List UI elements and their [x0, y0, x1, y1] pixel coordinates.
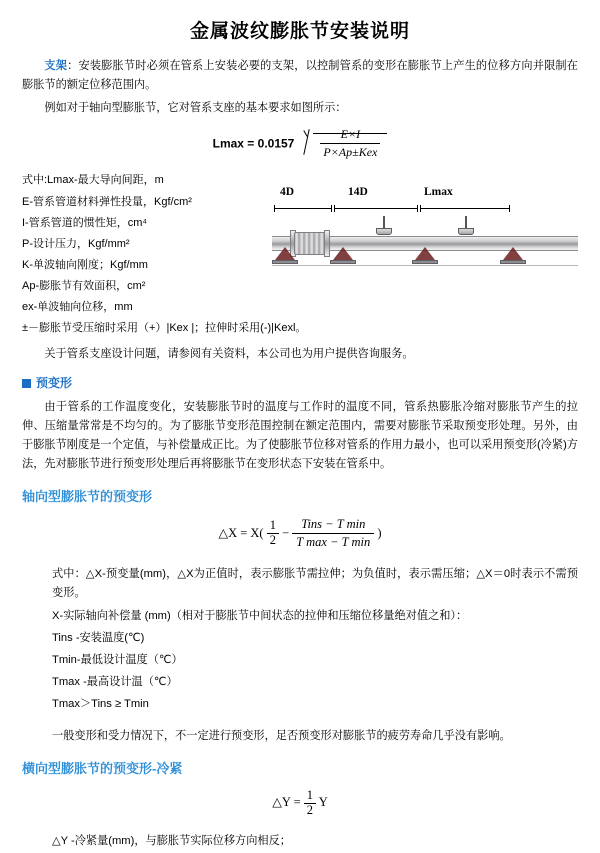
- definition-item: P-设计压力，Kgf/mm²: [22, 237, 130, 250]
- definition-item: I-管系管道的惯性矩，cm⁴: [22, 216, 148, 229]
- axial-fraction-numerator: Tins − T min: [292, 517, 374, 535]
- axial-item: Tmax＞Tins ≥ Tmin: [52, 697, 149, 710]
- lateral-predeform-heading: 横向型膨胀节的预变形-冷紧: [22, 760, 183, 776]
- lmax-formula: [22, 127, 578, 160]
- pipe-support-figure: [272, 170, 578, 284]
- axial-equation-lhs: △X = X(: [218, 525, 264, 540]
- document-body: [0, 57, 600, 853]
- predeform-paragraph-1: 由于管系的工作温度变化，安装膨胀节时的温度与工作时的温度不同，管系热膨胀冷缩对膨胀节产生的拉伸、压缩量常常是不均匀的。为了膨胀节变形范围控制在额定范围内，需要对膨胀节采取预变形处理。另外，由于膨胀节刚度是一个定值，与补偿量成正比。为了使膨胀节位移对管系的作用力最小，也可以采用预变形(冷紧)方法，先对膨胀节进行预变形处理后再将膨胀节在变形状态下安装在管系中。: [22, 401, 578, 470]
- document-page: [0, 16, 600, 848]
- support-heading: 支架: [44, 60, 68, 72]
- axial-item: Tmin-最低设计温度（℃）: [52, 654, 183, 667]
- axial-note-2: 一般变形和受力情况下，不一定进行预变形，足否预变形对膨胀节的疲劳寿命几乎没有影响。: [52, 729, 511, 742]
- support-triangle-icon: [415, 247, 435, 260]
- axial-fraction-denominator: T max − T min: [296, 535, 371, 550]
- half-numerator: 1: [304, 789, 316, 804]
- axial-equation: [22, 517, 578, 551]
- lmax-numerator: E×I: [320, 127, 380, 144]
- dimension-line-lmax: [420, 208, 510, 209]
- hanger-clamp-icon: [376, 228, 392, 235]
- figure-dimension-labels: [272, 186, 578, 202]
- lateral-equation: [22, 789, 578, 818]
- definition-item: E-管系管道材料弹性投量，Kgf/cm²: [22, 195, 192, 208]
- support-base-icon: [412, 260, 438, 264]
- lmax-formula-lhs: Lmax = 0.0157: [212, 136, 295, 151]
- definition-item: 式中:Lmax-最大导向间距，m: [22, 174, 164, 187]
- support-section-intro: 支架：安装膨胀节时必须在管系上安装必要的支架，以控制管系的变形在膨胀节上产生的位移方向并限制在膨胀节的额定位移范围内。: [22, 60, 578, 91]
- dimension-line-4d: [274, 208, 332, 209]
- support-triangle-icon: [333, 247, 353, 260]
- predeform-heading: 预变形: [36, 376, 73, 391]
- anchor-support-2: [330, 247, 356, 266]
- axial-equation-fraction: [292, 517, 374, 551]
- definition-item: Ap-膨胀节有效面积，cm²: [22, 279, 146, 292]
- half-denominator: 2: [306, 802, 314, 817]
- anchor-support-1: [272, 247, 298, 266]
- ground-line: [272, 265, 578, 266]
- lateral-equation-lhs: △Y =: [272, 795, 301, 809]
- axial-equation-minus: −: [282, 525, 290, 540]
- lmax-fraction: [320, 127, 380, 160]
- support-base-icon: [272, 260, 298, 264]
- axial-equation-half: [267, 519, 279, 548]
- definition-item: ex-单波轴向位移，mm: [22, 301, 133, 314]
- half-denominator: 2: [269, 533, 276, 548]
- blue-square-bullet-icon: [22, 379, 31, 388]
- definitions-and-figure: [22, 170, 578, 339]
- hanger-clamp-icon: [458, 228, 474, 235]
- support-design-note: 关于管系支座设计问题，请参阅有关资料，本公司也为用户提供咨询服务。: [44, 348, 414, 361]
- axial-item: Tins -安装温度(℃): [52, 632, 145, 645]
- support-base-icon: [330, 260, 356, 264]
- definition-item: K-单波轴向刚度；Kgf/mm: [22, 258, 148, 271]
- figure-label-lmax: Lmax: [424, 186, 453, 199]
- lateral-equation-rhs: Y: [318, 795, 328, 809]
- definition-item: ±－膨胀节受压缩时采用（+）|Kex |；拉伸时采用(-)|Kexl。: [22, 322, 307, 335]
- axial-equation-close: ): [377, 525, 382, 540]
- dimension-line-14d: [334, 208, 418, 209]
- axial-item: X-实际轴向补偿量 (mm)（相对于膨胀节中间状态的拉伸和压缩位移量绝对值之和）：: [52, 610, 468, 623]
- support-base-icon: [500, 260, 526, 264]
- guide-hanger-2: [458, 216, 474, 236]
- lateral-equation-half: [304, 789, 316, 818]
- support-paragraph-2: 例如对于轴向型膨胀节，它对管系支座的基本要求如图所示：: [44, 101, 347, 114]
- anchor-support-3: [412, 247, 438, 266]
- lmax-formula-inner: [213, 127, 388, 160]
- axial-item: Tmax -最高设计温（℃）: [52, 675, 178, 688]
- guide-hanger-1: [376, 216, 392, 236]
- figure-label-14d: 14D: [348, 186, 368, 199]
- pipe-drawing: [272, 218, 578, 284]
- support-paragraph-1: 安装膨胀节时必须在管系上安装必要的支架，以控制管系的变形在膨胀节上产生的位移方向并限制在膨胀节的额定位移范围内。: [22, 60, 578, 91]
- figure-dimension-lines: [272, 204, 578, 214]
- lateral-note-1: △Y -冷紧量(mm)，与膨胀节实际位移方向相反；: [52, 835, 291, 848]
- lmax-denominator: P×Ap±Kex: [323, 145, 378, 160]
- anchor-support-4: [500, 247, 526, 266]
- axial-predeform-heading: 轴向型膨胀节的预变形: [22, 488, 153, 504]
- half-numerator: 1: [267, 519, 279, 534]
- support-triangle-icon: [275, 247, 295, 260]
- sqrt-symbol-icon: [300, 127, 387, 160]
- page-title: 金属波纹膨胀节安装说明: [189, 20, 410, 42]
- figure-label-4d: 4D: [280, 186, 295, 199]
- support-triangle-icon: [503, 247, 523, 260]
- axial-note-1: 式中：△X-预变量(mm)，△X为正值时，表示膨胀节需拉伸；为负值时，表示需压缩；△X＝0时表示不需预变形。: [52, 567, 578, 599]
- predeform-heading-row: [22, 374, 578, 393]
- bellows-expansion-joint-icon: [294, 232, 326, 255]
